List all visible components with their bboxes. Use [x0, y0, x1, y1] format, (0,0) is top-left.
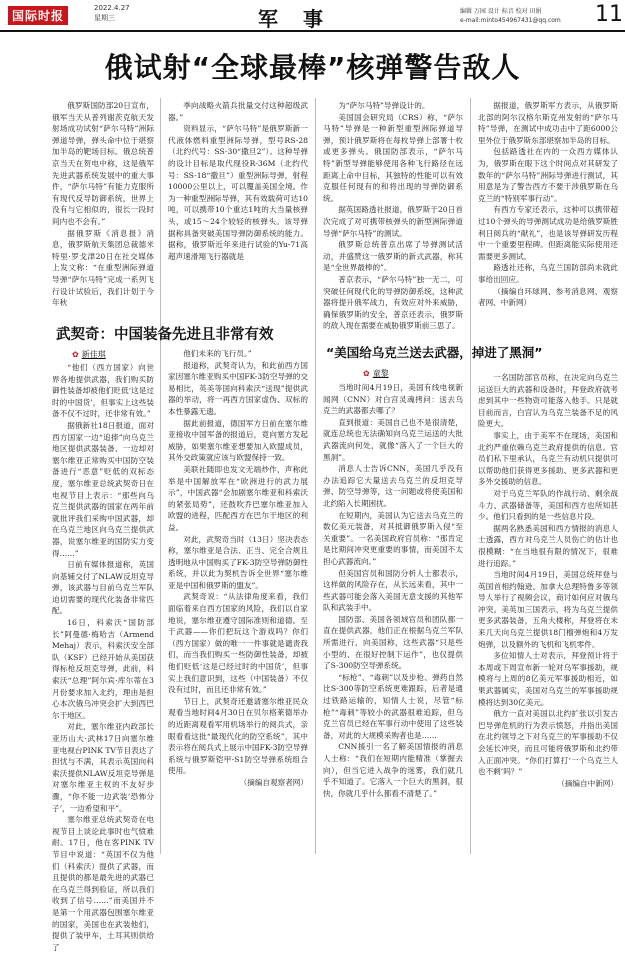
article1-column-1 [52, 100, 154, 313]
article3-column-2 [478, 372, 618, 855]
paragraph: 多位知情人士对表示，拜登预计将于本周或下周宣布新一轮对乌军事援助，规模将与上周的8亿美元军事援助相近，如果武器属实，美国对乌克兰的军事援助规模将达到30亿美元。 [478, 651, 618, 707]
paragraph: 一名国防部官员称，在决定向乌克兰运送巨大的武器和设备时，拜登政府就考虑到其中一些物资可能落入他手。只是就目前而言，白宫认为乌克兰装备不足的风险更大。 [478, 373, 618, 429]
byline-marker-icon: ✿ [363, 369, 370, 378]
byline-marker-icon: ✿ [72, 350, 79, 359]
paragraph: 美国国会研究局（CRS）称，“萨尔马特”导弹是一种新型重型洲际弹道导弹，预计俄罗斯将在每枚导弹上部署十枚或更多弹头。俄国防部表示，“萨尔马特”新型导弹能够使用各种飞行路径在远距离上命中目标，其独特的性能可以有效克服任何现有的和将出现的导弹防御系统。 [323, 112, 463, 203]
paragraph: 当地时间4月19日，美国总统拜登与英国首相约翰逊、加拿大总理特鲁多等领导人举行了视频会议，商讨如何应对俄乌冲突。美英加三国表示，将为乌克兰提供更多武器装备，五角大楼称，拜登将在未来几天向乌克兰提供18门榴弹炮和4万发炮弹，以及额外的飞机和飞机零件。 [478, 570, 618, 649]
article2-title: 武契奇：中国装备先进且非常有效 [56, 327, 274, 343]
article3-byline [363, 368, 389, 379]
paragraph: 16日，科索沃“国防部长”阿曼德·梅哈吉（Armend Mehaj）表示，科索沃安全部队（KSF）已经开始从美国获得标枪反坦克导弹，此前，科索沃“总理”阿尔宾·库尔蒂在3月份要求加入北约，理由是担心本次俄乌冲突会扩大到西巴尔干地区。 [52, 618, 154, 720]
paragraph: 据此前报道，德国军方日前在塞尔维亚接收中国军备的报道后，竟向塞方发起威胁，如果塞尔维亚想要加入欧盟成员，其外交政策就应该与欧盟保持一致。 [168, 418, 308, 463]
main-headline: 俄试射“全球最棒”核弹警告敌人 [104, 51, 521, 84]
paragraph: 国防部、美国各领域官员和团队都一直在提供武器，他们正在根据乌克兰军队所需进行，向美国称，这些武器“只是些小型的、在很好控制下运作”，也仅提供了S-300防空导弹系统。 [323, 614, 463, 671]
paragraph: 日前有媒体报道称，英国向基辅交付了NLAW反坦克导弹，该武器与目前乌克兰军队迫切需要的现代化装备非常匹配。 [52, 560, 154, 616]
paragraph: 俄方一直对美国以北约扩张以引发古巴导弹危机的行为表示愤怒，并指出美国在北约领导之下对乌克兰的军事援助不仅会延长冲突，而且可能将俄罗斯和北约带入正面冲突。“你们打算打‘一个乌克兰人也不剩’吗？” [478, 709, 618, 777]
article1-column-4 [478, 100, 618, 332]
paragraph: 为“萨尔马特”导弹设计的。 [338, 101, 430, 110]
paragraph: 包括路透社在内的一众西方媒体认为，俄罗斯在眼下这个时间点对其研发了数年的“萨尔马特”洲际导弹进行测试，其用意是为了警告西方不要干涉俄罗斯在乌克兰的“特别军事行动”。 [478, 147, 618, 203]
paragraph: 对于乌克兰军队的作战行动、剩余战斗力、武器储备等，美国和西方也所知甚少。他们只看到的是一些信息片段。 [478, 488, 618, 522]
paragraph: CNN援引一名了解美国情报的消息人士称：“我们在短期内能精准（掌握去向），但当它进入战争的迷雾，我们就几乎不知道了。它落入一个巨大的黑洞，很快，你就几乎什么都看不清楚了。” [323, 742, 463, 798]
paragraph: （摘编自环球网、参考消息网、观察者网、中新网） [478, 286, 618, 308]
author-name: 童黎 [372, 369, 389, 378]
paragraph: 俄罗斯国防部20日宣布，俄军当天从普列谢茨克航天发射场成功试射“萨尔马特”洲际弹道导弹，弹头命中位于堪察加半岛的靶场目标。俄总统普京当天在贺电中称，这是俄军先进武器系统发展中的重大事件，“萨尔马特”有能力克服所有现代反导防御系统，世界上没有与它相似的，很长一段时间内也不会有。” [52, 101, 154, 226]
paragraph: 事实上，由于美军不在现场，美国和北约严重依赖乌克兰政府提供的信息。官员们私下里承认，乌克兰有动机只提供可以帮助他们获得更多援助、更多武器和更多外交援助的信息。 [478, 430, 618, 487]
page-number: 11 [595, 2, 623, 27]
article3-title: “美国给乌克兰送去武器，掉进了黑洞” [326, 345, 543, 360]
paragraph: 他们未来的飞行员。” [183, 349, 252, 358]
paragraph: 俄罗斯总统普京出席了导弹测试活动，并盛赞这一俄罗斯的新式武器，称其是“全世界最棒的”。 [323, 240, 463, 273]
paragraph: “他们（西方国家）向世界各地提供武器，我们购买防御性装备却被他们贬低‘这是过时的中国货’，但事实上这些装备不仅不过时，还非常有效。” [52, 363, 154, 419]
issue-date: 2022.4.27 [94, 4, 130, 12]
paragraph: 节日上，武契奇还邀请塞尔维亚民众观看当地时间4月30日在贝尔格莱德举办的近距离观看军用机场举行的阅兵式，亲眼看看这批“最现代化的防空系统”，其中表示将在阅兵式上展示中国FK-3防空导弹系统与俄罗斯铠甲-S1防空导弹系统组合使用。 [168, 696, 308, 776]
paragraph: 普京表示，“萨尔马特”独一无二，可突破任何现代化的导弹防御系统，这种武器将提升俄军战力，有效应对外来威胁，确保俄罗斯的安全，普京还表示，俄罗斯的敌人现在需要在威胁俄罗斯前三思了。 [323, 274, 463, 331]
paragraph: 据两名熟悉美国和西方情报的消息人士透露，西方对乌克兰人员伤亡的估计也很模糊：“在当地很有限的情况下，很难进行追踪。” [478, 523, 618, 568]
article2-column-2 [168, 348, 308, 855]
paragraph: 有西方专家还表示，这种可以携带超过10个弹头的导弹测试成功是给俄罗斯胜利日阅兵的“献礼”，也是该导弹研发历程中一个重要里程碑。但距离能实际使用还需要更多测试。 [478, 205, 618, 261]
column-divider [160, 98, 161, 854]
paragraph: 在短期内，美国认为它送去乌克兰的数亿美元装备，对其抵御俄罗斯入侵“至关重要”。一名美国政府官员称：“那肯定是比期间冲突更重要的事情，而美国不太担心武器流向。” [323, 510, 463, 566]
paragraph: 据报道，俄罗斯军方表示，从俄罗斯北部的阿尔汉格尔斯克州发射的“萨尔马特”导弹，在测试中成功击中了距6000公里外位于俄罗斯东部堪察加半岛的目标。 [478, 101, 618, 145]
article2-byline [72, 349, 106, 360]
paragraph: “标枪”、“毒刺”以及步枪、弹药自然比S-300等防空系统更难跟踪，后者是通过铁路运输的，知情人士说，尽管“标枪”“毒刺”等较小的武器很难追踪，但乌克兰官员已经在军事行动中使用了这些装备，对此的大规模采购者也是…… [323, 672, 463, 740]
issue-date-block [94, 3, 130, 23]
paragraph: 武契奇说：“从法律角度来看，我们面临着来自西方国家的风险，我们以自家地说，塞尔维亚遵守国际准则和道德。至于武器——你们把玩这个游戏吗？你们（西方国家）做的唯一一件事就是谴责我们，而当我们购买一些防御性装备，却被他们贬低‘这是已经过时的中国货’，但事实上我们意识到，这些（中国装备）不仅没有过时，而且还非常有效。” [168, 592, 308, 695]
paragraph: 资料显示，“萨尔马特”是俄罗斯新一代液体燃料重型洲际导弹，型号RS-28（北约代号：SS-30“撒旦2”）。这种导弹的设计目标是取代现役R-36M（北约代号：SS-18“撒旦”）重型洲际导弹，射程10000公里以上，可以覆盖美国全境。作为一种重型洲际导弹，其有效载荷可达10吨，可以携带10个重达1吨的大当量核弹头，或15～24个较轻的核弹头。该导弹据称具备突破美国导弹防御系统的能力。据称，俄罗斯近年来进行试验的Yu-71高超声速滑翔飞行器就是 [168, 124, 308, 261]
article3-column-1 [323, 382, 463, 855]
source-credit: （摘编自观察者网） [239, 777, 308, 787]
article1-column-3 [323, 100, 463, 332]
editors-block [460, 7, 590, 25]
paragraph: 塞尔维亚总统武契奇在电视节目上谈论此事时也气愤难耐。17日，他在客PINK TV节目中说道：“英国不仅为他们（科索沃）提供了武器，而且提供的都是最先进的武器已在乌克兰得到验证，所以我们收到了信号……”而美国并不是第一个用武器包围塞尔维亚的国家，美国也在武装他们，提供了装甲车，土耳其则供给了 [52, 815, 154, 952]
paragraph: 直到报道：美国自己也不是很清楚，就连总统也无法确知向乌克兰运送的大批武器流向何处，就像“落入了一个巨大的黑洞”。 [323, 417, 463, 462]
paragraph: 据俄罗斯《消息报》消息，俄罗斯航天集团总裁德米特里·罗戈津20日在社交媒体上发文称：“在重型洲际弹道导弹“萨尔马特”完成一系列飞行设计试验后，我们计划于今年秋 [52, 228, 154, 308]
paragraph: 据英国路透社报道，俄罗斯于20日首次完成了对可携带核弹头的新型洲际弹道导弹“萨尔马特”的测试。 [323, 205, 463, 238]
contact-email: e-mail:minto454967431@qq.com [460, 17, 561, 24]
issue-weekday: 星期三 [94, 14, 115, 22]
paragraph: 对此，武契奇当时（13日）坚决表态称，塞尔维亚是合法、正当、完全合规且透明地从中国购买了FK-3防空导弹防御性系统，并以此为契机告诉全世界“塞尔维亚是中国和俄罗斯的盟友”。 [168, 534, 308, 590]
paragraph: 消息人士告诉CNN，美国几乎没有办法追踪它大量送去乌克兰的反坦克导弹、防空导弹等，这一问题或将使美国和北约陷入长期困扰。 [323, 464, 463, 508]
section-title: 军 事 [258, 7, 332, 31]
column-divider [315, 98, 316, 854]
editors-credits: 编辑 万园 设计 标音 校对 田娟 [460, 8, 542, 15]
masthead [0, 0, 625, 32]
paragraph: 当地时间4月19日，美国有线电视新闻网（CNN）对白宫灵魂拷问：送去乌克兰的武器都去哪了？ [323, 383, 463, 416]
paragraph: 但美国官员和国防分析人士都表示，这样做的风险存在，从长远来看，其中一些武器可能会落入美国无意支援的其他军队和武装手中。 [323, 568, 463, 613]
article2-column-1 [52, 362, 154, 952]
article1-column-2 [168, 100, 308, 313]
paragraph: 对此，塞尔维亚内政部长亚历山大·武林17日向塞尔维亚电视台PINK TV节目表达了担忧与不满，其表示英国向科索沃提供NLAW反坦克导弹是对塞尔维亚主权的不友好步骤，“你不能一边武装‘恐怖分子’，一边希望和平”。 [52, 722, 154, 813]
paragraph: 报道称，武契奇认为，和此前西方国家因塞尔维亚购买中国FK-3防空导弹的交易相比，英美等国向科索沃“送现”提供武器的举动，将一再西方国家虚伪、双标的本性暴露无遗。 [168, 360, 308, 416]
paragraph: 美联社随即也发文无端炒作，声称此举是中国解放军在“欧洲进行的武力展示”，中国武器“会加剧塞尔维亚和科索沃的紧张局势”，还鼓吹乔巴塞尔维亚加入欧盟的进程，匹配西方在巴尔干地区的利益。 [168, 464, 308, 532]
paragraph: 路透社还称，乌克兰国防部尚未就此事给出回应。 [478, 263, 618, 284]
paragraph: 据俄新社18日报道，面对西方国家一边“追捧”向乌克兰地区提供武器装备、一边却对塞尔维亚正常购买中国防空装备进行“恶意”贬低的双标态度，塞尔维亚总统武契奇日在电视节目上表示：“那些向乌克兰提供武器的国家在两年前就批评我们采购中国武器，却在乌克兰地区向乌克兰提供武器，说塞尔维亚的国防实力变得……” [52, 420, 154, 558]
source-credit: （摘编自中新网） [557, 778, 618, 788]
column-divider [470, 98, 471, 854]
author-name: 新佳琪 [81, 350, 106, 359]
newspaper-logo: 国际时报 [8, 6, 68, 25]
paragraph: 季向战略火箭兵批量交付这种超级武器。” [168, 101, 308, 122]
